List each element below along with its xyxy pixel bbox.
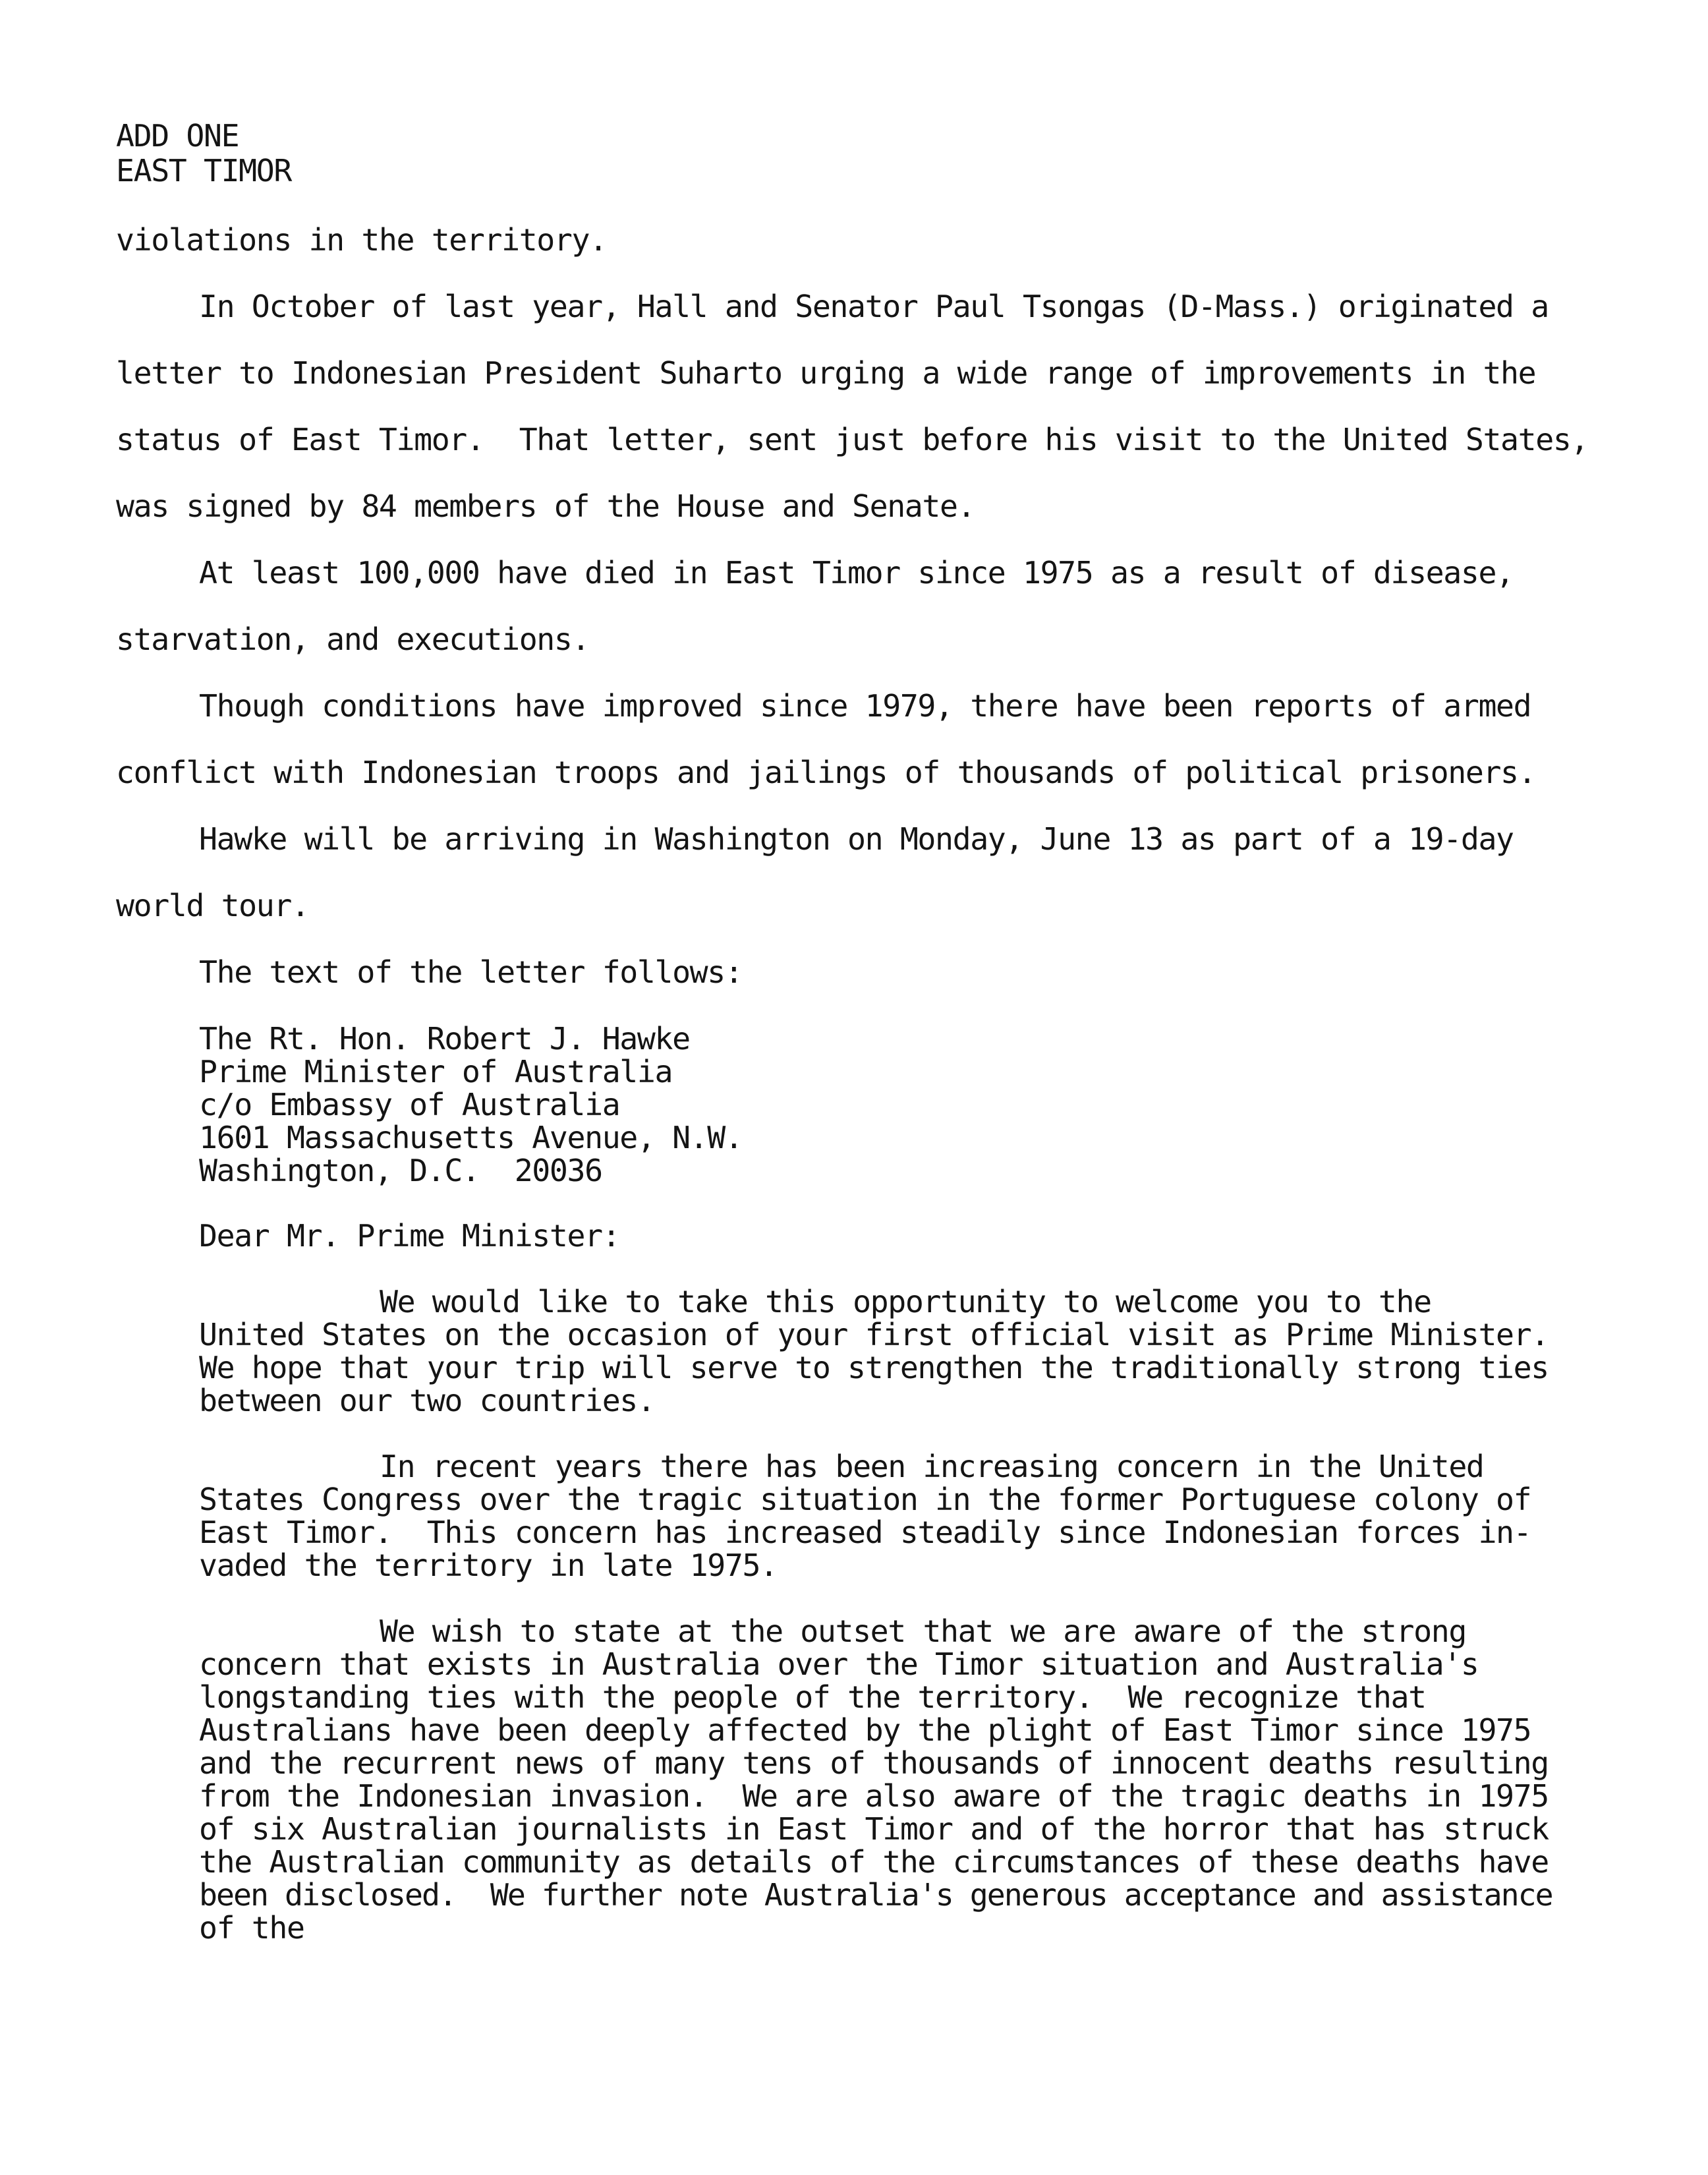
letter-line: and the recurrent news of many tens of thousands of innocent deaths resulting	[199, 1745, 1549, 1781]
address-line: Prime Minister of Australia	[199, 1054, 673, 1089]
letter-line: from the Indonesian invasion. We are also aware of the tragic deaths in 1975	[199, 1778, 1549, 1814]
header-add-one: ADD ONE	[116, 118, 239, 154]
letter-line: concern that exists in Australia over the Timor situation and Australia's	[199, 1646, 1479, 1682]
letter-line: Australians have been deeply affected by the plight of East Timor since 1975	[199, 1712, 1531, 1748]
letter-line: longstanding ties with the people of the territory. We recognize that	[199, 1679, 1426, 1715]
body-line: The text of the letter follows:	[199, 954, 743, 990]
letter-line: between our two countries.	[199, 1383, 655, 1418]
letter-line-cropped	[199, 1910, 463, 1946]
letter-line: East Timor. This concern has increased steadily since Indonesian forces in-	[199, 1515, 1531, 1550]
body-line: letter to Indonesian President Suharto urging a wide range of improvements in the	[116, 355, 1536, 391]
body-line: In October of last year, Hall and Senator Paul Tsongas (D-Mass.) originated a	[199, 289, 1549, 324]
body-line: violations in the territory.	[116, 222, 607, 258]
letter-line: We wish to state at the outset that we are aware of the strong	[380, 1613, 1466, 1649]
body-line: Hawke will be arriving in Washington on Monday, June 13 as part of a 19-day	[199, 821, 1514, 857]
body-line: conflict with Indonesian troops and jailings of thousands of political prisoners.	[116, 755, 1536, 790]
address-line: The Rt. Hon. Robert J. Hawke	[199, 1021, 690, 1057]
body-line: starvation, and executions.	[116, 622, 590, 657]
body-line: was signed by 84 members of the House and Senate.	[116, 488, 975, 524]
body-line: Though conditions have improved since 1979, there have been reports of armed	[199, 688, 1531, 724]
letter-line: vaded the territory in late 1975.	[199, 1548, 778, 1583]
body-line: world tour.	[116, 888, 309, 923]
letter-line: of the	[199, 1910, 304, 1946]
letter-line: of six Australian journalists in East Timor and of the horror that has struck	[199, 1811, 1549, 1847]
letter-line: States Congress over the tragic situation in the former Portuguese colony of	[199, 1482, 1531, 1517]
address-line: Washington, D.C. 20036	[199, 1153, 602, 1188]
letter-line: In recent years there has been increasing concern in the United	[380, 1449, 1484, 1484]
letter-line: We hope that your trip will serve to strengthen the traditionally strong ties	[199, 1350, 1549, 1385]
letter-line: United States on the occasion of your first official visit as Prime Minister.	[199, 1317, 1549, 1352]
address-line: c/o Embassy of Australia	[199, 1087, 620, 1122]
letter-line: We would like to take this opportunity to welcome you to the	[380, 1284, 1431, 1320]
body-line: At least 100,000 have died in East Timor since 1975 as a result of disease,	[199, 555, 1514, 591]
header-east-timor: EAST TIMOR	[116, 153, 291, 188]
letter-line: been disclosed. We further note Australia's generous acceptance and assistance	[199, 1877, 1552, 1913]
letter-line: the Australian community as details of the circumstances of these deaths have	[199, 1844, 1549, 1880]
body-line: status of East Timor. That letter, sent just before his visit to the United States,	[116, 422, 1589, 457]
address-line: 1601 Massachusetts Avenue, N.W.	[199, 1120, 743, 1155]
salutation: Dear Mr. Prime Minister:	[199, 1218, 620, 1254]
